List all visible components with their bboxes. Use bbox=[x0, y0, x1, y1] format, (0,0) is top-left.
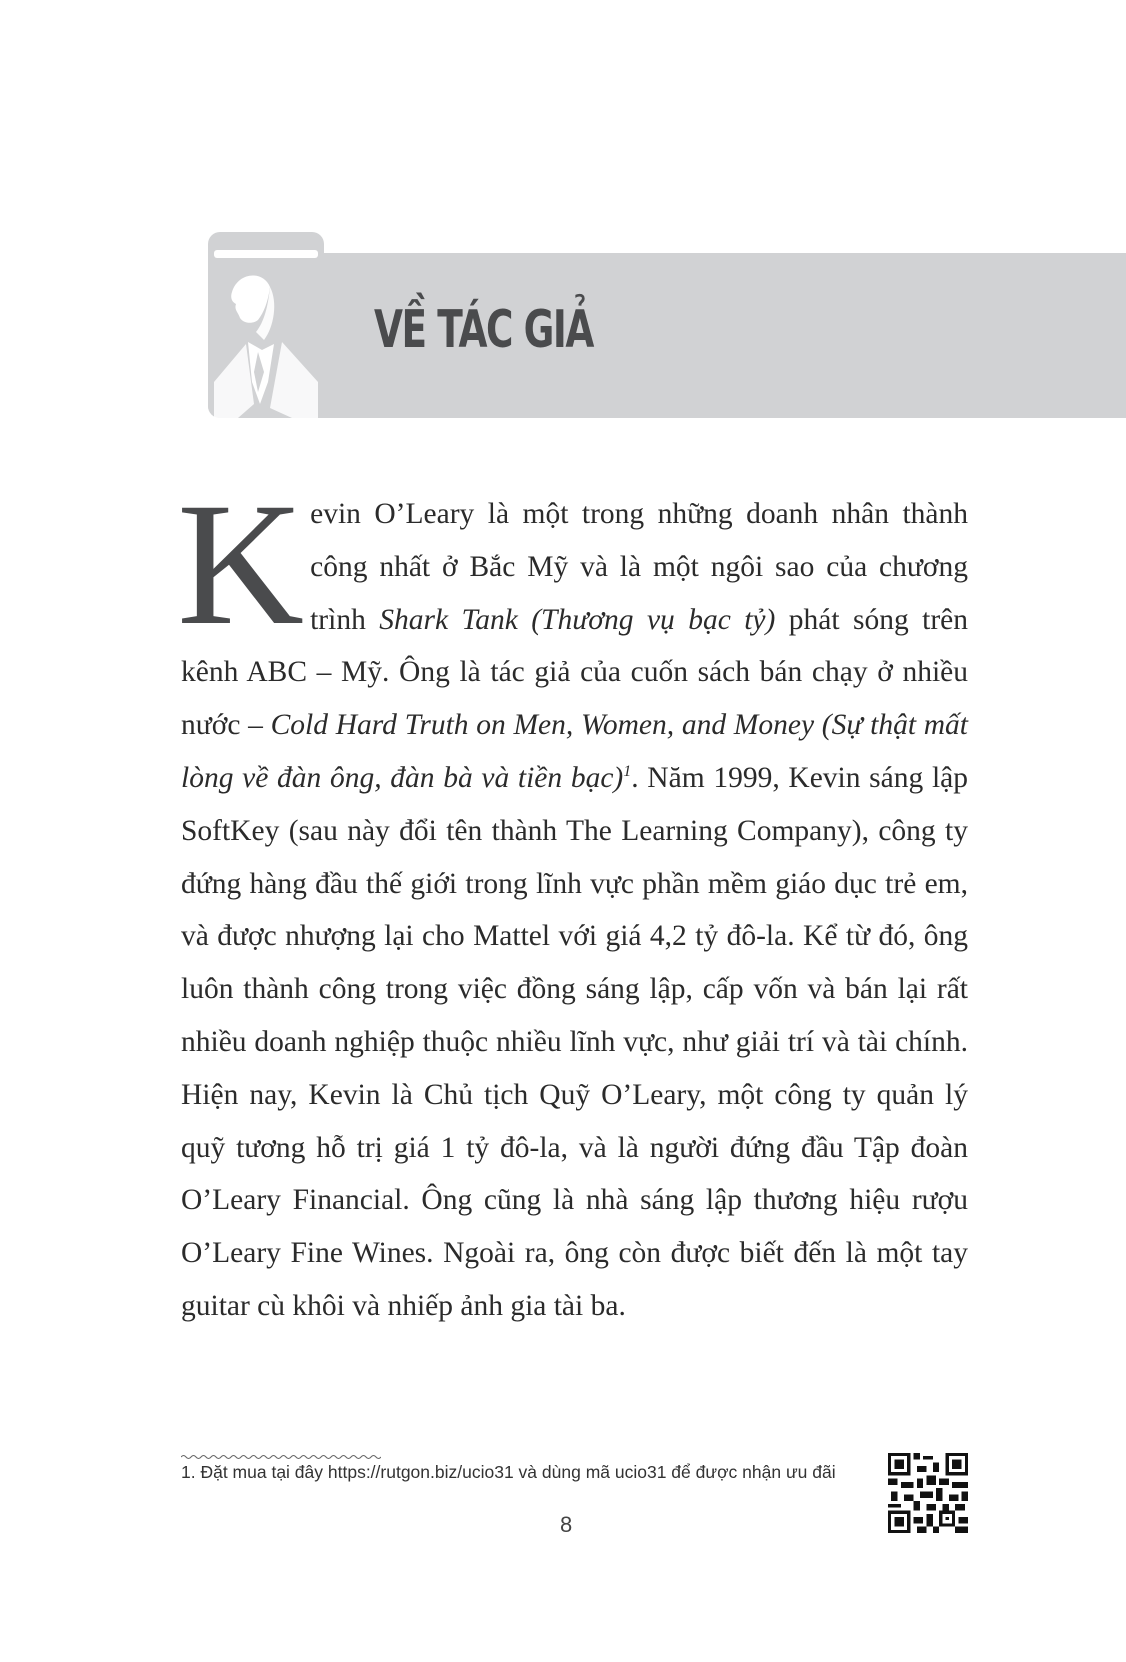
body-paragraph bbox=[177, 467, 968, 1333]
header-banner bbox=[208, 253, 1126, 418]
man-portrait-icon bbox=[208, 232, 324, 418]
text-segment: phát sóng trên kênh ABC – Mỹ. Ông là tác giả của cuốn sách bán chạy ở nhiều nước – bbox=[181, 603, 968, 742]
footnote-ref[interactable]: 1 bbox=[623, 763, 632, 781]
page-number: 8 bbox=[560, 1512, 573, 1537]
italic-title: Shark Tank (Thương vụ bạc tỷ) bbox=[379, 603, 776, 636]
footnote-divider bbox=[181, 1454, 381, 1460]
drop-cap: K bbox=[177, 467, 305, 662]
italic-title: Cold Hard Truth on Men, Women, and Money (Sự thật mất lòng về đàn ông, đàn bà và tiền bạc) bbox=[181, 709, 968, 794]
footnote: 1. Đặt mua tại đây https://rutgon.biz/ucio31 và dùng mã ucio31 để được nhận ưu đãi bbox=[181, 1462, 836, 1482]
text-segment: evin O’Leary là một trong những doanh nhân thành công nhất ở Bắc Mỹ và là một ngôi sao của chương trình bbox=[310, 498, 968, 636]
text-segment: . Năm 1999, Kevin sáng lập SoftKey (sau này đổi tên thành The Learning Company), công ty đứng hàng đầu thế giới trong lĩnh vực phần mềm giáo dục trẻ em, và được nhượng lại cho Mattel với giá 4,2 tỷ đô-la. Kể từ đó, ông luôn thành công trong việc đồng sáng lập, cấp vốn và bán lại rất nhiều doanh nghiệp thuộc nhiều lĩnh vực, như giải trí và tài chính. Hiện nay, Kevin là Chủ tịch Quỹ O’Leary, một công ty quản lý quỹ tương hỗ trị giá 1 tỷ đô-la, và là người đứng đầu Tập đoàn O’Leary Financial. Ông cũng là nhà sáng lập thương hiệu rượu O’Leary Fine Wines. Ngoài ra, ông còn được biết đến là một tay guitar cù khôi và nhiếp ảnh gia tài ba. bbox=[181, 761, 968, 1322]
qr-code-icon[interactable] bbox=[888, 1453, 968, 1533]
page-title: VỀ TÁC GIẢ bbox=[374, 300, 593, 360]
